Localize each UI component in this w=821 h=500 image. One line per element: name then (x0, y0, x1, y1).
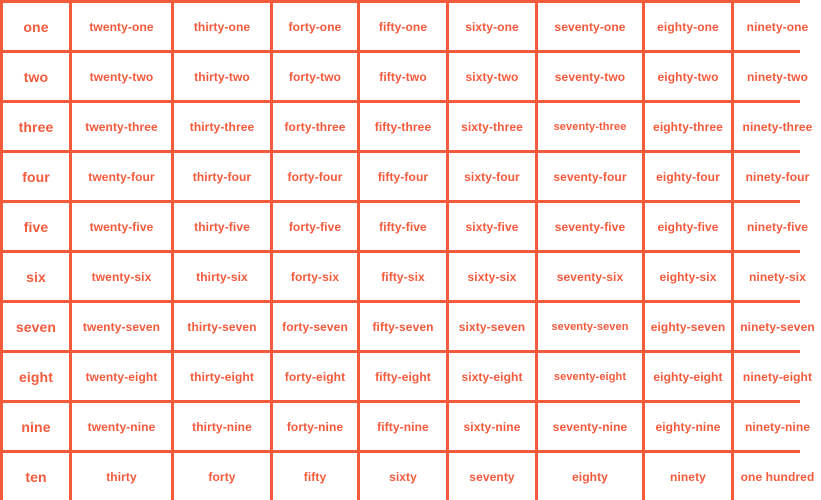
number-word-cell: fifty-three (360, 103, 446, 150)
number-word-cell: one hundred (734, 453, 821, 500)
number-word-cell: eighty-five (645, 203, 731, 250)
number-word-cell: ninety-four (734, 153, 821, 200)
number-word-cell: eighty (538, 453, 642, 500)
number-word-cell: twenty-six (72, 253, 171, 300)
number-word-cell: seventy-two (538, 53, 642, 100)
number-word-cell: thirty (72, 453, 171, 500)
number-word-cell: fifty-four (360, 153, 446, 200)
row-header-cell: six (3, 253, 69, 300)
number-word-cell: ninety-six (734, 253, 821, 300)
number-word-cell: eighty-one (645, 3, 731, 50)
number-word-cell: seventy-nine (538, 403, 642, 450)
number-word-cell: seventy-seven (538, 303, 642, 350)
number-word-cell: seventy-three (538, 103, 642, 150)
row-header-cell: three (3, 103, 69, 150)
number-word-cell: forty-six (273, 253, 357, 300)
number-word-cell: seventy-five (538, 203, 642, 250)
number-word-cell: twenty-eight (72, 353, 171, 400)
number-word-cell: seventy (449, 453, 535, 500)
number-word-cell: thirty-nine (174, 403, 270, 450)
number-word-cell: eighty-three (645, 103, 731, 150)
number-word-cell: fifty-five (360, 203, 446, 250)
number-word-cell: ninety-two (734, 53, 821, 100)
number-word-cell: ninety-five (734, 203, 821, 250)
number-word-cell: forty-nine (273, 403, 357, 450)
row-header-cell: one (3, 3, 69, 50)
number-word-cell: ninety-eight (734, 353, 821, 400)
number-word-cell: twenty-four (72, 153, 171, 200)
number-word-cell: thirty-one (174, 3, 270, 50)
number-word-cell: thirty-six (174, 253, 270, 300)
number-word-cell: twenty-five (72, 203, 171, 250)
number-word-cell: eighty-six (645, 253, 731, 300)
number-word-cell: twenty-three (72, 103, 171, 150)
number-word-cell: forty-five (273, 203, 357, 250)
row-header-cell: four (3, 153, 69, 200)
row-header-cell: two (3, 53, 69, 100)
row-header-cell: five (3, 203, 69, 250)
number-word-cell: thirty-five (174, 203, 270, 250)
number-word-cell: ninety-seven (734, 303, 821, 350)
number-word-cell: sixty-eight (449, 353, 535, 400)
number-word-cell: eighty-eight (645, 353, 731, 400)
row-header-cell: ten (3, 453, 69, 500)
number-word-cell: twenty-two (72, 53, 171, 100)
number-word-cell: fifty (273, 453, 357, 500)
number-word-cell: sixty-four (449, 153, 535, 200)
number-word-cell: eighty-seven (645, 303, 731, 350)
number-word-cell: fifty-eight (360, 353, 446, 400)
number-word-cell: fifty-seven (360, 303, 446, 350)
number-word-cell: sixty-five (449, 203, 535, 250)
number-word-cell: twenty-seven (72, 303, 171, 350)
number-word-cell: fifty-two (360, 53, 446, 100)
number-word-cell: sixty (360, 453, 446, 500)
number-word-cell: seventy-six (538, 253, 642, 300)
number-word-cell: seventy-eight (538, 353, 642, 400)
number-word-cell: eighty-nine (645, 403, 731, 450)
number-word-cell: thirty-three (174, 103, 270, 150)
number-word-cell: ninety-nine (734, 403, 821, 450)
number-word-cell: forty-two (273, 53, 357, 100)
number-word-cell: fifty-six (360, 253, 446, 300)
number-word-cell: ninety-three (734, 103, 821, 150)
number-word-cell: seventy-one (538, 3, 642, 50)
number-word-cell: sixty-seven (449, 303, 535, 350)
number-word-cell: fifty-nine (360, 403, 446, 450)
number-word-cell: sixty-two (449, 53, 535, 100)
number-word-cell: sixty-one (449, 3, 535, 50)
number-word-cell: sixty-nine (449, 403, 535, 450)
row-header-cell: seven (3, 303, 69, 350)
number-word-cell: eighty-two (645, 53, 731, 100)
number-word-cell: twenty-nine (72, 403, 171, 450)
number-word-cell: sixty-three (449, 103, 535, 150)
number-word-cell: fifty-one (360, 3, 446, 50)
number-word-cell: thirty-seven (174, 303, 270, 350)
number-word-cell: twenty-one (72, 3, 171, 50)
number-word-cell: eighty-four (645, 153, 731, 200)
number-word-cell: thirty-four (174, 153, 270, 200)
number-word-cell: forty-three (273, 103, 357, 150)
number-word-cell: thirty-two (174, 53, 270, 100)
number-word-cell: forty-one (273, 3, 357, 50)
number-word-cell: thirty-eight (174, 353, 270, 400)
number-word-cell: ninety (645, 453, 731, 500)
number-word-cell: forty-four (273, 153, 357, 200)
row-header-cell: eight (3, 353, 69, 400)
number-word-cell: sixty-six (449, 253, 535, 300)
number-word-cell: forty-seven (273, 303, 357, 350)
number-word-cell: ninety-one (734, 3, 821, 50)
row-header-cell: nine (3, 403, 69, 450)
number-word-cell: forty (174, 453, 270, 500)
number-word-cell: forty-eight (273, 353, 357, 400)
number-word-cell: seventy-four (538, 153, 642, 200)
